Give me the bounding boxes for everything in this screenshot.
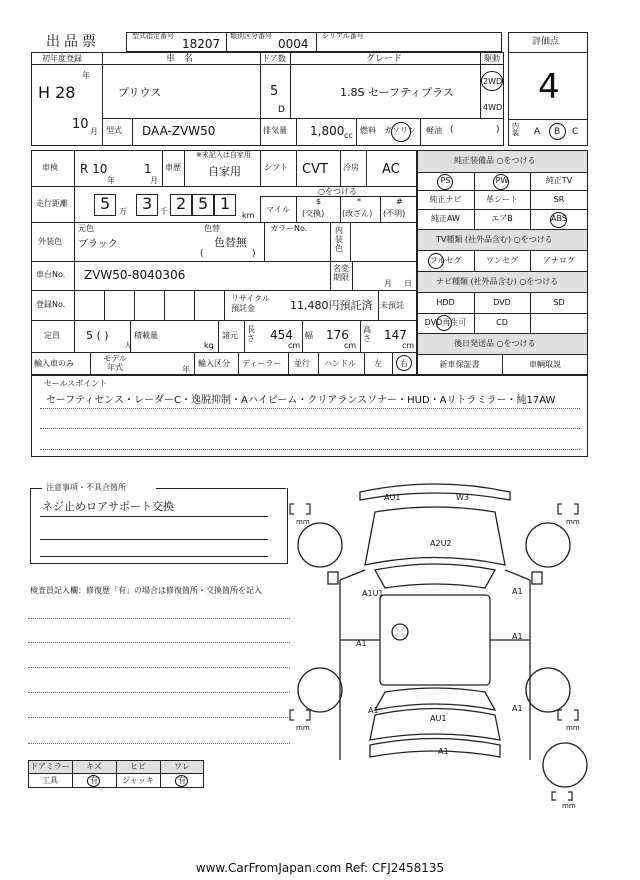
legend-tools: 工具: [42, 776, 58, 785]
equip-leather: 革シート: [486, 195, 518, 204]
displacement-value: 1,800: [310, 124, 345, 138]
genuine-label: 純正装備品 ○をつける: [454, 156, 536, 165]
swap-label: (交換): [302, 209, 325, 218]
unknown-symbol: #: [396, 197, 403, 206]
swap-symbol: $: [316, 197, 322, 206]
equip-pw-circle: [493, 174, 509, 190]
mark-front-bumper: AU1: [384, 493, 401, 502]
recycle-label: リサイクル預託金: [231, 294, 270, 313]
door-handle-left: [392, 624, 408, 640]
model-label: 型式: [106, 126, 122, 135]
mileage-digit-5: 1: [220, 194, 231, 213]
mark-front-bumper-2: W3: [456, 493, 469, 502]
color-paren-close: ): [252, 249, 256, 259]
inspector-label: 検査員記入欄：修復歴「有」の場合は修復箇所・交換箇所を記入: [30, 586, 262, 595]
height-label: 高さ: [363, 325, 371, 343]
reg-no-label: 登録No.: [36, 300, 66, 309]
right-mirror: [532, 572, 542, 584]
diesel-paren-open: (: [450, 125, 454, 135]
tv-analog: アナログ: [543, 256, 575, 265]
mark-left-rear-fender: A1: [368, 706, 379, 715]
interior-color-label: 内装色: [335, 226, 343, 254]
color-paren-open: (: [200, 249, 204, 259]
first-reg-label: 初年度登録: [42, 54, 82, 63]
mm-front-left: mm: [296, 518, 310, 526]
sales-point-text: セーフティセンス・レーダーC・逸脱抑制・Aハイビーム・クリアランスソナー・HUD・Aリトラミラー・純17AW: [46, 395, 556, 406]
vin-value: ZVW50-8040306: [84, 268, 186, 282]
category-value: 0004: [278, 37, 309, 51]
ac-label: 冷房: [343, 163, 359, 172]
recycle-unpaid: 未預託: [380, 301, 404, 310]
equip-abs-circle: [550, 212, 567, 228]
mileage-label: 走行距離: [36, 199, 68, 208]
front-bumper-outline: [360, 484, 510, 500]
tv-label: TV種類 (社外品含む) ○をつける: [436, 235, 553, 244]
notes-text: ネジ止めロアサポート交換: [42, 500, 174, 513]
first-reg-year-unit: 年: [82, 71, 90, 80]
original-color-label: 元色: [78, 224, 94, 233]
handle-left: 左: [374, 359, 382, 368]
mileage-man: 万: [119, 207, 127, 216]
windshield-outline: [375, 564, 495, 588]
interior-c: C: [572, 127, 579, 137]
front-fenders: [340, 570, 530, 580]
rear-bumper-outline: [370, 739, 500, 758]
height-value: 147: [384, 328, 407, 342]
navi-dvd-play-circle: [436, 315, 452, 331]
drive-2wd-circle: [481, 71, 503, 91]
width-label: 幅: [305, 331, 313, 340]
length-label: 長さ: [247, 325, 255, 343]
drive-2wd: 2WD: [483, 77, 503, 86]
hood-outline: [365, 507, 505, 565]
doors-label: ドア数: [262, 54, 286, 63]
later-label: 後日発送品 ○をつける: [454, 339, 536, 348]
legend-door-mirror: ドアミラー: [30, 762, 70, 771]
mark-left-rear-door: A1: [356, 639, 367, 648]
capacity-unit: 人: [124, 341, 132, 350]
fuel-value: ガソリン: [384, 126, 416, 135]
sales-point-label: セールスポイント: [44, 379, 108, 388]
circle-note: ○をつける: [318, 187, 357, 196]
front-left-wheel: [298, 523, 342, 567]
legend-tools-circle: [87, 775, 100, 787]
navi-label: ナビ種類 (社外品含む) ○をつける: [436, 277, 559, 286]
rear-window-outline: [375, 688, 495, 710]
recycle-value: 11,480円預託済: [290, 299, 373, 312]
model-value: DAA-ZVW50: [142, 124, 216, 138]
parallel-label: 並行: [294, 359, 310, 368]
equip-pw: PW: [495, 176, 509, 185]
shaken-year-unit: 年: [107, 176, 115, 185]
spare-wheel: [543, 743, 587, 787]
category-label: 類別区分番号: [230, 32, 272, 40]
grade-value: 1.8S セーフティプラス: [340, 86, 454, 99]
car-damage-diagram: [280, 470, 590, 815]
width-unit: cm: [344, 341, 357, 350]
doors-value: 5: [270, 84, 279, 99]
mm-rear-left: mm: [296, 724, 310, 732]
unknown-label: (不明): [383, 209, 406, 218]
vin-label: 車台No.: [36, 270, 66, 279]
body-sides: [340, 580, 530, 760]
left-mirror: [328, 572, 338, 584]
tv-oneseg: ワンセグ: [486, 256, 518, 265]
name-change-label: 名変期限: [333, 264, 349, 283]
rear-right-wheel: [526, 668, 570, 712]
color-change-value: 色替無: [214, 236, 247, 249]
tamper-label: (改ざん): [342, 209, 373, 218]
shaken-month-unit: 月: [150, 176, 158, 185]
legend-jack-yes: 有: [178, 776, 186, 785]
equip-airbag: エアB: [491, 214, 513, 223]
length-unit: cm: [288, 341, 301, 350]
navi-dvd: DVD: [493, 298, 511, 307]
capacity-value: 5 ( ): [86, 329, 109, 342]
drive-4wd: 4WD: [483, 103, 503, 112]
shift-label: シフト: [264, 163, 288, 172]
use-value: 自家用: [208, 165, 241, 178]
mileage-digit-4: 5: [198, 194, 209, 213]
shaken-label: 車検: [42, 163, 58, 172]
footer-watermark: www.CarFromJapan.com Ref: CFJ2458135: [195, 861, 445, 875]
interior-b: B: [554, 127, 561, 137]
navi-dvd-play: DVD再生可: [424, 318, 467, 327]
tamper-symbol: *: [357, 197, 361, 206]
doors-type: D: [278, 105, 285, 115]
sales-point-block: [31, 375, 588, 457]
mileage-digit-3: 2: [176, 194, 187, 213]
mark-right-front-door: A1: [512, 587, 523, 596]
navi-hdd: HDD: [436, 298, 455, 307]
navi-sd: SD: [553, 298, 565, 307]
notes-label: 注意事項・不具合箇所: [46, 483, 126, 492]
dims-label: 諸元: [222, 331, 238, 340]
fuel-gas-circle: [391, 122, 411, 142]
name-change-day: 日: [404, 279, 412, 288]
exterior-color-label: 外装色: [38, 237, 62, 246]
handle-right-circle: [396, 355, 412, 371]
handle-right: 右: [400, 359, 408, 368]
first-reg-month-unit: 月: [90, 127, 98, 136]
height-unit: cm: [402, 341, 415, 350]
interior-b-circle: [549, 123, 566, 140]
displacement-label: 排気量: [263, 126, 287, 135]
mile-label: マイル: [266, 205, 290, 214]
mm-front-right: mm: [566, 518, 580, 526]
mileage-unit: km: [242, 211, 255, 220]
dealer-label: ディーラー: [242, 359, 282, 368]
model-cert-value: 18207: [182, 37, 221, 51]
roof-outline: [380, 595, 490, 685]
original-color-value: ブラック: [78, 239, 118, 250]
sheet-title: 出品票: [46, 34, 100, 50]
rating-label: 評価点: [532, 37, 560, 47]
model-year-unit: 年: [182, 365, 190, 374]
capacity-label: 定員: [44, 331, 60, 340]
use-note: ※未記入は自家用: [196, 151, 251, 159]
use-label: 車歴: [165, 163, 181, 172]
serial-label: シリアル番号: [322, 32, 364, 40]
equip-sr: SR: [553, 195, 565, 204]
legend-jack-circle: [175, 775, 188, 787]
mm-rear-right: mm: [566, 724, 580, 732]
displacement-unit: cc: [344, 131, 353, 140]
mm-spare: mm: [562, 802, 576, 810]
mark-right-rear-fender: A1: [512, 704, 523, 713]
ac-value: AC: [382, 162, 400, 177]
rear-left-wheel: [298, 668, 342, 712]
equip-navi: 純正ナビ: [429, 195, 462, 204]
mileage-digit-1: 5: [100, 194, 111, 213]
first-reg-era: H 28: [38, 83, 76, 102]
shaken-value: R 10: [80, 162, 108, 176]
mileage-digit-2: 3: [142, 194, 153, 213]
equip-abs: ABS: [551, 214, 567, 223]
first-reg-month: 10: [72, 117, 89, 132]
front-right-wheel: [526, 523, 570, 567]
legend-jack: ジャッキ: [122, 776, 154, 785]
navi-cd: CD: [496, 318, 508, 327]
later-warranty: 新車保証書: [439, 360, 480, 369]
legend-break: ワレ: [174, 762, 190, 771]
equip-aw: 純正AW: [431, 214, 460, 223]
grade-label: グレード: [366, 54, 403, 64]
car-name-value: プリウス: [118, 86, 162, 99]
mark-left-front-door: A1U1: [362, 589, 384, 598]
equip-ps: PS: [440, 176, 451, 185]
tv-fullseg: フルセグ: [429, 256, 462, 265]
color-change-label: 色替: [204, 224, 220, 233]
equip-ps-circle: [437, 174, 453, 190]
import-type-label: 輸入区分: [198, 359, 230, 368]
mark-right-rear-door: A1: [512, 632, 523, 641]
legend-tools-yes: 有: [90, 776, 98, 785]
model-year-label: モデル年式: [103, 354, 127, 373]
shift-value: CVT: [302, 162, 328, 177]
fuel-label: 燃料: [360, 126, 376, 135]
tv-fullseg-circle: [428, 253, 444, 269]
diesel-label: 軽油: [426, 126, 442, 135]
mark-trunk: AU1: [430, 714, 447, 723]
equip-tv: 純正TV: [545, 176, 573, 185]
diesel-paren-close: ): [496, 125, 500, 135]
shaken-month: 1: [144, 162, 152, 176]
later-manual: 車輌取説: [529, 360, 561, 369]
mark-rear-bumper: A1: [438, 747, 449, 756]
interior-a: A: [534, 127, 541, 137]
length-value: 454: [270, 328, 293, 342]
interior-label: 内装: [512, 122, 519, 137]
mark-hood: A2U2: [430, 539, 452, 548]
load-unit: kg: [204, 341, 214, 350]
width-value: 176: [326, 328, 349, 342]
import-label: 輸入車のみ: [34, 359, 74, 368]
legend-scratch: キズ: [86, 762, 102, 771]
color-no-label: カラーNo.: [270, 224, 308, 233]
rating-value: 4: [538, 67, 560, 107]
name-change-month: 月: [384, 279, 392, 288]
mileage-sen: 千: [160, 207, 168, 216]
model-cert-label: 型式指定番号: [132, 32, 174, 40]
car-name-label: 車 名: [166, 54, 194, 64]
load-label: 積載量: [134, 331, 158, 340]
drive-label: 駆動: [484, 54, 500, 63]
legend-crack: ヒビ: [130, 762, 146, 771]
handle-label: ハンドル: [324, 359, 356, 368]
